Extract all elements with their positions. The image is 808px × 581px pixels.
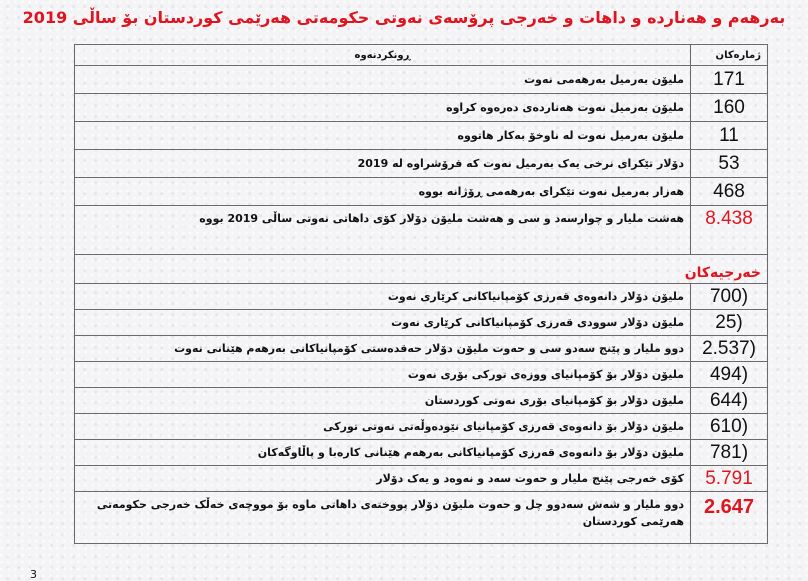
row-value: 53 (691, 150, 768, 178)
row-text: ملیۆن بەرمیل نەوت لە ناوخۆ بەکار هاتووە (75, 122, 691, 150)
row-text: ملیۆن دۆلار بۆ دانەوەی قەرزی کۆمپانیای نێودەوڵەتی نەوتی تورکی (75, 414, 691, 440)
row-value: (25 (691, 310, 768, 336)
expenses-section-row (75, 255, 768, 284)
total-expense-text: کۆی خەرجی پێنج ملیار و حەوت سەد و نەوەد و یەک دۆلار (75, 466, 691, 492)
table-row (75, 150, 768, 178)
row-text: هەزار بەرمیل نەوت تێکرای بەرهەمی ڕۆژانە بووە (75, 178, 691, 206)
table-row (75, 440, 768, 466)
table-row (75, 122, 768, 150)
row-value: (610 (691, 414, 768, 440)
table-header-row (75, 45, 768, 66)
table-row (75, 362, 768, 388)
total-expense-value: 5.791 (691, 466, 768, 492)
oil-data-table (74, 44, 768, 544)
row-text: ملیۆن دۆلار دانەوەی قەرزی کۆمپانیاکانی کرێاری نەوت (75, 284, 691, 310)
header-numbers: ژمارەکان (691, 45, 768, 66)
table-row-remaining (75, 492, 768, 544)
table-row (75, 66, 768, 94)
row-value: (494 (691, 362, 768, 388)
expenses-heading: خەرجیەکان (75, 255, 768, 284)
table-row (75, 94, 768, 122)
remaining-value: 2.647 (691, 492, 768, 544)
row-value: (644 (691, 388, 768, 414)
table-row (75, 336, 768, 362)
row-text: ملیۆن دۆلار سوودی قەرزی کۆمپانیاکانی کرێاری نەوت (75, 310, 691, 336)
row-value: 171 (691, 66, 768, 94)
row-text: دوو ملیار و پێنج سەدو سی و حەوت ملیۆن دۆلار حەقدەستی کۆمپانیاکانی بەرهەم هێنانی نەوت (75, 336, 691, 362)
table-row (75, 284, 768, 310)
total-income-text: هەشت ملیار و چوارسەد و سی و هەشت ملیۆن دۆلار کۆی داهاتی نەوتی ساڵی 2019 بووە (75, 206, 691, 255)
header-description: ڕونکردنەوە (75, 45, 691, 66)
page-title: بەرهەم و هەناردە و داهات و خەرجی پرۆسەی نەوتی حکومەتی هەرێمی کوردستان بۆ ساڵی 2019 (22, 8, 786, 27)
row-value: 160 (691, 94, 768, 122)
row-text: ملیۆن دۆلار بۆ کۆمپانیای ووزەی تورکی بۆری نەوت (75, 362, 691, 388)
row-value: (2.537 (691, 336, 768, 362)
table-row-total-income (75, 206, 768, 255)
table-row (75, 414, 768, 440)
row-text: دۆلار تێکرای نرخی یەک بەرمیل نەوت کە فرۆشراوە لە 2019 (75, 150, 691, 178)
table-row-total-expense (75, 466, 768, 492)
table-row (75, 388, 768, 414)
row-text: ملیۆن بەرمیل نەوت هەناردەی دەرەوە کراوە (75, 94, 691, 122)
row-text: ملیۆن دۆلار بۆ کۆمپانیای بۆری نەوتی کوردستان (75, 388, 691, 414)
table-row (75, 310, 768, 336)
row-text: ملیۆن دۆلار بۆ دانەوەی قەرزی کۆمپانیاکانی بەرهەم هێنانی کارەبا و پاڵاوگەکان (75, 440, 691, 466)
row-value: (700 (691, 284, 768, 310)
remaining-text: دوو ملیار و شەش سەدوو چل و حەوت ملیۆن دۆلار پووختەی داهاتی ماوە بۆ مووچەی خەڵک خەرجی حکومەتی هەرێمی کوردستان (75, 492, 691, 544)
row-value: 468 (691, 178, 768, 206)
row-value: (781 (691, 440, 768, 466)
footer-page-number: 3 (30, 568, 37, 581)
row-value: 11 (691, 122, 768, 150)
total-income-value: 8.438 (691, 206, 768, 255)
table-row (75, 178, 768, 206)
row-text: ملیۆن بەرمیل بەرهەمی نەوت (75, 66, 691, 94)
